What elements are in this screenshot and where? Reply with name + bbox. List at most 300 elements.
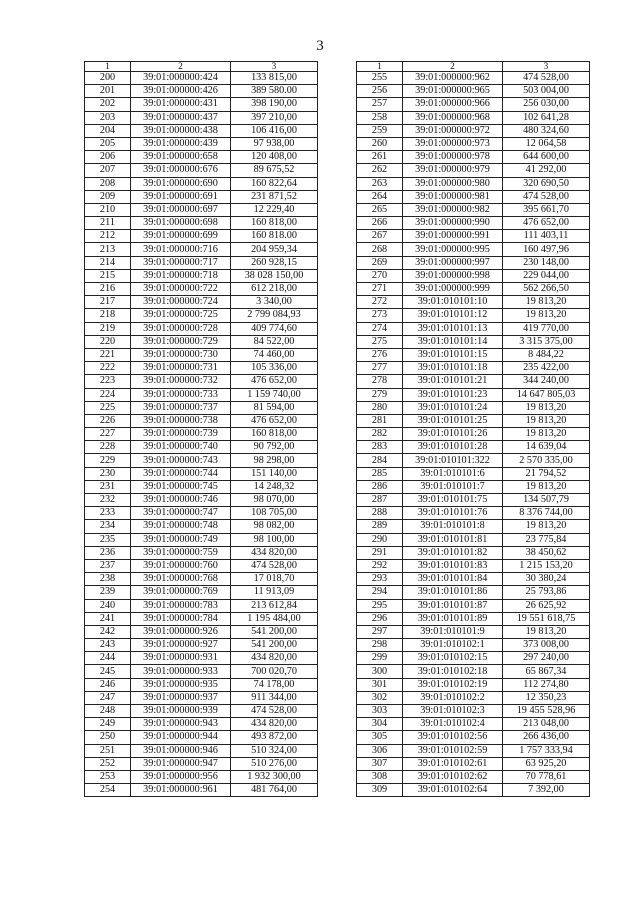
value-cell: 474 528,00 [503,190,590,203]
table-row [85,533,318,546]
cadastral-number: 39:01:000000:944 [131,731,231,744]
table-row [85,203,318,216]
cadastral-number: 39:01:000000:980 [403,177,503,190]
cadastral-number: 39:01:010101:6 [403,467,503,480]
value-cell: 230 148,00 [503,256,590,269]
table-row [85,625,318,638]
table-row [85,177,318,190]
table-row [85,652,318,665]
row-number: 212 [85,230,131,243]
value-cell: 344 240,00 [503,375,590,388]
cadastral-number: 39:01:010101:75 [403,494,503,507]
table-row [85,454,318,467]
value-cell: 19 813,20 [503,480,590,493]
row-number: 268 [357,243,403,256]
row-number: 306 [357,744,403,757]
row-number: 276 [357,348,403,361]
row-number: 231 [85,480,131,493]
cadastral-number: 39:01:000000:437 [131,111,231,124]
cadastral-number: 39:01:000000:725 [131,309,231,322]
table-row [357,599,590,612]
column-header: 1 [357,62,403,72]
value-cell: 419 770,00 [503,322,590,335]
value-cell: 160 818.00 [231,230,318,243]
table-row [85,164,318,177]
value-cell: 89 675,52 [231,164,318,177]
value-cell: 30 380,24 [503,573,590,586]
value-cell: 510 324,00 [231,744,318,757]
row-number: 305 [357,731,403,744]
row-number: 228 [85,441,131,454]
table-row [85,283,318,296]
row-number: 247 [85,691,131,704]
table-row [85,98,318,111]
cadastral-number: 39:01:000000:740 [131,441,231,454]
table-row [85,137,318,150]
table-row [357,559,590,572]
row-number: 285 [357,467,403,480]
value-cell: 434 820,00 [231,718,318,731]
cadastral-number: 39:01:000000:768 [131,573,231,586]
row-number: 293 [357,573,403,586]
table-row [85,111,318,124]
row-number: 200 [85,72,131,85]
value-cell: 320 690,50 [503,177,590,190]
table-row [85,718,318,731]
cadastral-number: 39:01:000000:738 [131,414,231,427]
cadastral-number: 39:01:010101:24 [403,401,503,414]
column-header: 3 [231,62,318,72]
row-number: 284 [357,454,403,467]
value-cell: 19 455 528,96 [503,705,590,718]
table-row [357,296,590,309]
value-cell: 70 778,61 [503,770,590,783]
cadastral-number: 39:01:010102:3 [403,705,503,718]
cadastral-number: 39:01:000000:759 [131,546,231,559]
row-number: 264 [357,190,403,203]
value-cell: 26 625,92 [503,599,590,612]
value-cell: 160 818,00 [231,217,318,230]
table-row [357,467,590,480]
row-number: 239 [85,586,131,599]
cadastral-number: 39:01:000000:747 [131,507,231,520]
row-number: 235 [85,533,131,546]
table-row [85,599,318,612]
table-row [85,217,318,230]
row-number: 308 [357,770,403,783]
value-cell: 229 044,00 [503,269,590,282]
table-row [357,230,590,243]
cadastral-number: 39:01:000000:728 [131,322,231,335]
row-number: 294 [357,586,403,599]
value-cell: 266 436,00 [503,731,590,744]
value-cell: 476 652,00 [503,217,590,230]
value-cell: 98 100,00 [231,533,318,546]
cadastral-number: 39:01:000000:931 [131,652,231,665]
value-cell: 2 570 335,00 [503,454,590,467]
table-row [357,784,590,797]
table-row [357,309,590,322]
cadastral-number: 39:01:000000:746 [131,494,231,507]
cadastral-number: 39:01:010101:23 [403,388,503,401]
value-cell: 231 871,52 [231,190,318,203]
cadastral-number: 39:01:000000:968 [403,111,503,124]
value-cell: 204 959,34 [231,243,318,256]
table-row [357,111,590,124]
table-row [85,309,318,322]
row-number: 248 [85,705,131,718]
value-cell: 474 528,00 [503,72,590,85]
cadastral-number: 39:01:000000:717 [131,256,231,269]
row-number: 207 [85,164,131,177]
column-header: 3 [503,62,590,72]
row-number: 210 [85,203,131,216]
row-number: 255 [357,72,403,85]
table-row [357,283,590,296]
cadastral-number: 39:01:000000:990 [403,217,503,230]
value-cell: 112 274,80 [503,678,590,691]
cadastral-number: 39:01:010101:10 [403,296,503,309]
value-cell: 105 336,00 [231,362,318,375]
table-row [85,612,318,625]
cadastral-number: 39:01:000000:718 [131,269,231,282]
cadastral-number: 39:01:010101:14 [403,335,503,348]
value-cell: 14 248,32 [231,480,318,493]
table-row [357,480,590,493]
table-row [357,348,590,361]
column-header: 1 [85,62,131,72]
column-header: 2 [131,62,231,72]
row-number: 289 [357,520,403,533]
row-number: 302 [357,691,403,704]
row-number: 213 [85,243,131,256]
value-cell: 17 018,70 [231,573,318,586]
table-row [357,362,590,375]
table-row [85,559,318,572]
row-number: 236 [85,546,131,559]
cadastral-number: 39:01:000000:438 [131,124,231,137]
cadastral-number: 39:01:000000:745 [131,480,231,493]
row-number: 206 [85,151,131,164]
value-cell: 98 298,00 [231,454,318,467]
cadastral-number: 39:01:000000:699 [131,230,231,243]
value-cell: 1 757 333,94 [503,744,590,757]
cadastral-number: 39:01:000000:995 [403,243,503,256]
row-number: 299 [357,652,403,665]
table-row [357,507,590,520]
table-row [85,770,318,783]
table-row [85,546,318,559]
row-number: 244 [85,652,131,665]
row-number: 298 [357,639,403,652]
row-number: 256 [357,85,403,98]
row-number: 215 [85,269,131,282]
table-row [85,573,318,586]
cadastral-number: 39:01:010101:76 [403,507,503,520]
cadastral-number: 39:01:000000:966 [403,98,503,111]
value-cell: 63 925,20 [503,757,590,770]
table-row [85,480,318,493]
value-cell: 65 867,34 [503,665,590,678]
cadastral-number: 39:01:010101:18 [403,362,503,375]
table-row [357,744,590,757]
cadastral-number: 39:01:010102:2 [403,691,503,704]
value-cell: 256 030,00 [503,98,590,111]
right-table-body [357,62,590,797]
table-row [85,72,318,85]
value-cell: 493 872,00 [231,731,318,744]
table-row [357,151,590,164]
cadastral-number: 39:01:000000:716 [131,243,231,256]
row-number: 221 [85,348,131,361]
row-number: 273 [357,309,403,322]
cadastral-number: 39:01:000000:943 [131,718,231,731]
value-cell: 151 140,00 [231,467,318,480]
value-cell: 476 652,00 [231,375,318,388]
table-row [85,375,318,388]
table-row [357,388,590,401]
cadastral-number: 39:01:000000:784 [131,612,231,625]
table-row [85,414,318,427]
value-cell: 23 775,84 [503,533,590,546]
row-number: 254 [85,784,131,797]
cadastral-number: 39:01:000000:956 [131,770,231,783]
row-number: 269 [357,256,403,269]
value-cell: 480 324,60 [503,124,590,137]
cadastral-number: 39:01:000000:937 [131,691,231,704]
table-row [357,705,590,718]
cadastral-number: 39:01:000000:743 [131,454,231,467]
row-number: 205 [85,137,131,150]
table-row [85,269,318,282]
row-number: 201 [85,85,131,98]
cadastral-number: 39:01:000000:939 [131,705,231,718]
row-number: 304 [357,718,403,731]
cadastral-number: 39:01:000000:733 [131,388,231,401]
table-row [357,731,590,744]
cadastral-number: 39:01:010101:82 [403,546,503,559]
table-row [85,784,318,797]
value-cell: 235 422,00 [503,362,590,375]
row-number: 287 [357,494,403,507]
cadastral-number: 39:01:000000:933 [131,665,231,678]
cadastral-number: 39:01:000000:981 [403,190,503,203]
table-row [357,322,590,335]
table-row [357,520,590,533]
table-header-row [357,62,590,72]
row-number: 262 [357,164,403,177]
value-cell: 297 240,00 [503,652,590,665]
value-cell: 120 408,00 [231,151,318,164]
table-row [85,520,318,533]
table-row [85,744,318,757]
value-cell: 160 822,64 [231,177,318,190]
value-cell: 481 764,00 [231,784,318,797]
value-cell: 38 450,62 [503,546,590,559]
value-cell: 700 020,70 [231,665,318,678]
row-number: 203 [85,111,131,124]
value-cell: 213 048,00 [503,718,590,731]
table-row [357,625,590,638]
value-cell: 134 507,79 [503,494,590,507]
table-row [85,151,318,164]
row-number: 253 [85,770,131,783]
row-number: 282 [357,428,403,441]
row-number: 246 [85,678,131,691]
value-cell: 21 794,52 [503,467,590,480]
table-row [85,190,318,203]
row-number: 259 [357,124,403,137]
table-row [357,494,590,507]
cadastral-number: 39:01:000000:676 [131,164,231,177]
value-cell: 19 813,20 [503,401,590,414]
cadastral-number: 39:01:000000:731 [131,362,231,375]
cadastral-number: 39:01:010102:15 [403,652,503,665]
table-row [85,705,318,718]
row-number: 286 [357,480,403,493]
table-row [357,691,590,704]
page-number: 3 [316,38,324,54]
row-number: 224 [85,388,131,401]
value-cell: 106 416,00 [231,124,318,137]
table-row [357,375,590,388]
row-number: 272 [357,296,403,309]
cadastral-number: 39:01:000000:690 [131,177,231,190]
row-number: 292 [357,559,403,572]
table-row [85,691,318,704]
row-number: 243 [85,639,131,652]
value-cell: 160 818,00 [231,428,318,441]
cadastral-number: 39:01:000000:658 [131,151,231,164]
value-cell: 133 815,00 [231,72,318,85]
table-row [357,757,590,770]
value-cell: 541 200,00 [231,639,318,652]
row-number: 252 [85,757,131,770]
cadastral-number: 39:01:000000:783 [131,599,231,612]
cadastral-number: 39:01:010101:26 [403,428,503,441]
row-number: 265 [357,203,403,216]
cadastral-number: 39:01:010101:89 [403,612,503,625]
value-cell: 8 376 744,00 [503,507,590,520]
cadastral-number: 39:01:000000:730 [131,348,231,361]
value-cell: 260 928,15 [231,256,318,269]
row-number: 274 [357,322,403,335]
row-number: 295 [357,599,403,612]
table-row [357,639,590,652]
row-number: 280 [357,401,403,414]
cadastral-number: 39:01:010102:1 [403,639,503,652]
table-row [85,757,318,770]
value-cell: 1 159 740,00 [231,388,318,401]
cadastral-number: 39:01:000000:732 [131,375,231,388]
row-number: 309 [357,784,403,797]
value-cell: 1 932 300,00 [231,770,318,783]
table-row [357,256,590,269]
value-cell: 98 070,00 [231,494,318,507]
right-table [356,61,590,797]
cadastral-number: 39:01:000000:426 [131,85,231,98]
table-row [357,177,590,190]
cadastral-number: 39:01:000000:961 [131,784,231,797]
row-number: 214 [85,256,131,269]
table-row [357,190,590,203]
value-cell: 612 218,00 [231,283,318,296]
value-cell: 98 082,00 [231,520,318,533]
row-number: 249 [85,718,131,731]
cadastral-number: 39:01:000000:965 [403,85,503,98]
table-row [357,546,590,559]
left-table [84,61,318,797]
table-row [85,124,318,137]
cadastral-number: 39:01:010101:13 [403,322,503,335]
row-number: 297 [357,625,403,638]
row-number: 204 [85,124,131,137]
cadastral-number: 39:01:000000:973 [403,137,503,150]
value-cell: 3 340,00 [231,296,318,309]
table-row [85,507,318,520]
row-number: 230 [85,467,131,480]
table-row [357,217,590,230]
row-number: 279 [357,388,403,401]
cadastral-number: 39:01:010101:9 [403,625,503,638]
table-row [357,98,590,111]
table-row [357,124,590,137]
value-cell: 97 938,00 [231,137,318,150]
row-number: 202 [85,98,131,111]
cadastral-number: 39:01:000000:724 [131,296,231,309]
table-row [357,533,590,546]
cadastral-number: 39:01:000000:760 [131,559,231,572]
cadastral-number: 39:01:000000:691 [131,190,231,203]
table-row [357,586,590,599]
cadastral-number: 39:01:000000:947 [131,757,231,770]
value-cell: 84 522,00 [231,335,318,348]
table-row [357,72,590,85]
table-row [85,362,318,375]
row-number: 290 [357,533,403,546]
row-number: 241 [85,612,131,625]
left-table-body [85,62,318,797]
row-number: 267 [357,230,403,243]
value-cell: 12 229,40 [231,203,318,216]
value-cell: 111 403,11 [503,230,590,243]
row-number: 301 [357,678,403,691]
cadastral-number: 39:01:000000:431 [131,98,231,111]
row-number: 307 [357,757,403,770]
table-row [357,401,590,414]
row-number: 227 [85,428,131,441]
cadastral-number: 39:01:010101:15 [403,348,503,361]
table-row [85,678,318,691]
cadastral-number: 39:01:010102:62 [403,770,503,783]
value-cell: 562 266,50 [503,283,590,296]
cadastral-number: 39:01:000000:997 [403,256,503,269]
row-number: 242 [85,625,131,638]
cadastral-number: 39:01:000000:737 [131,401,231,414]
cadastral-number: 39:01:010101:87 [403,599,503,612]
value-cell: 19 551 618,75 [503,612,590,625]
table-row [357,441,590,454]
value-cell: 25 793,86 [503,586,590,599]
cadastral-number: 39:01:010102:19 [403,678,503,691]
cadastral-number: 39:01:010101:8 [403,520,503,533]
table-row [85,85,318,98]
value-cell: 409 774,60 [231,322,318,335]
row-number: 251 [85,744,131,757]
row-number: 271 [357,283,403,296]
value-cell: 19 813,20 [503,625,590,638]
cadastral-number: 39:01:000000:739 [131,428,231,441]
